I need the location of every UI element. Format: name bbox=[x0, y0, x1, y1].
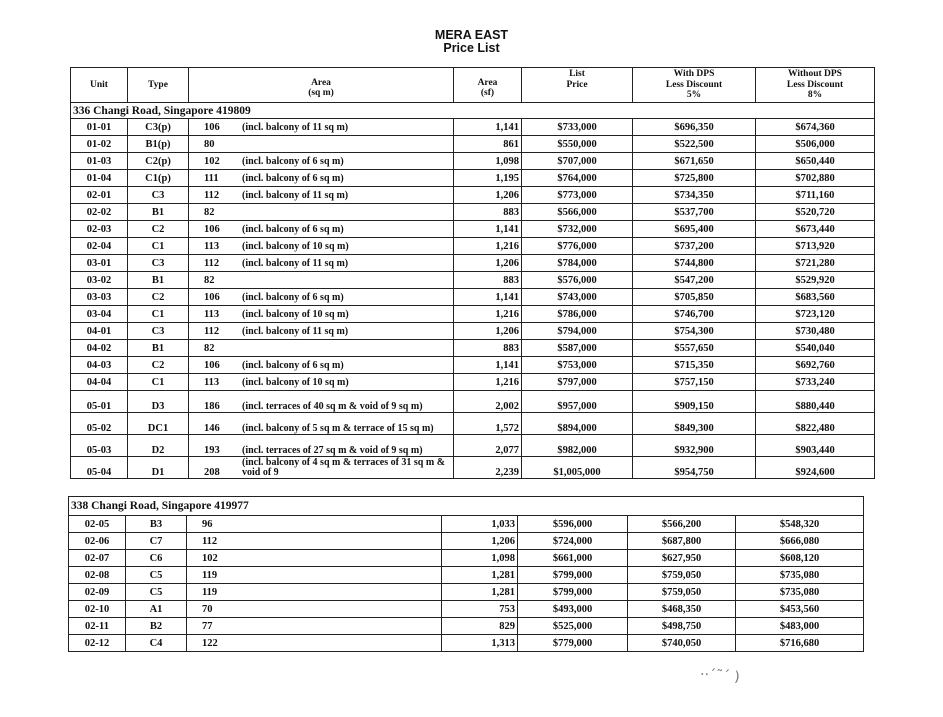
unit-cell: 04-03 bbox=[71, 357, 128, 374]
area-sqm-value: 193 bbox=[204, 445, 220, 456]
with-dps-price-cell: $909,150 bbox=[633, 391, 756, 413]
unit-cell: 02-10 bbox=[69, 601, 126, 618]
section-address: 336 Changi Road, Singapore 419809 bbox=[71, 103, 875, 119]
unit-cell: 02-07 bbox=[69, 550, 126, 567]
area-sf-cell: 1,206 bbox=[442, 533, 518, 550]
area-sqm-cell bbox=[187, 533, 442, 550]
type-cell: D2 bbox=[128, 435, 189, 457]
unit-cell: 02-02 bbox=[71, 204, 128, 221]
area-description: (incl. balcony of 4 sq m & terraces of 31 sq m & void of 9 bbox=[242, 457, 446, 478]
with-dps-price-cell: $687,800 bbox=[628, 533, 736, 550]
unit-cell: 04-02 bbox=[71, 340, 128, 357]
header-with-dps-line3: 5% bbox=[686, 90, 702, 101]
unit-cell: 02-06 bbox=[69, 533, 126, 550]
list-price-cell: $493,000 bbox=[518, 601, 628, 618]
area-sf-cell: 1,216 bbox=[454, 306, 522, 323]
area-sf-cell: 1,206 bbox=[454, 255, 522, 272]
area-sqm-cell bbox=[189, 119, 454, 136]
type-cell: B1 bbox=[128, 340, 189, 357]
table-header-row bbox=[71, 68, 875, 103]
unit-cell: 01-02 bbox=[71, 136, 128, 153]
with-dps-price-cell: $695,400 bbox=[633, 221, 756, 238]
unit-cell: 01-04 bbox=[71, 170, 128, 187]
list-price-cell: $794,000 bbox=[522, 323, 633, 340]
area-sqm-value: 112 bbox=[204, 257, 220, 269]
unit-cell: 02-08 bbox=[69, 567, 126, 584]
area-sqm-value: 82 bbox=[204, 274, 215, 286]
unit-cell: 02-11 bbox=[69, 618, 126, 635]
area-sqm-value: 119 bbox=[202, 569, 218, 581]
type-cell: C1 bbox=[128, 306, 189, 323]
header-list-price bbox=[522, 68, 633, 103]
area-sqm-value: 82 bbox=[204, 342, 215, 354]
area-sqm-value: 106 bbox=[204, 359, 220, 371]
without-dps-price-cell: $608,120 bbox=[736, 550, 864, 567]
without-dps-price-cell: $880,440 bbox=[756, 391, 875, 413]
with-dps-price-cell: $705,850 bbox=[633, 289, 756, 306]
area-sqm-cell bbox=[189, 187, 454, 204]
without-dps-price-cell: $650,440 bbox=[756, 153, 875, 170]
table-row bbox=[69, 635, 864, 652]
list-price-cell: $525,000 bbox=[518, 618, 628, 635]
area-sqm-value: 102 bbox=[204, 155, 220, 167]
type-cell: B3 bbox=[126, 516, 187, 533]
with-dps-price-cell: $498,750 bbox=[628, 618, 736, 635]
unit-cell: 04-01 bbox=[71, 323, 128, 340]
type-cell: DC1 bbox=[128, 413, 189, 435]
area-sqm-cell bbox=[189, 289, 454, 306]
type-cell: C4 bbox=[126, 635, 187, 652]
area-sf-cell: 1,216 bbox=[454, 238, 522, 255]
table-row bbox=[71, 374, 875, 391]
area-sqm-value: 113 bbox=[204, 308, 220, 320]
price-table-336 bbox=[70, 67, 875, 479]
section-address-row bbox=[71, 103, 875, 119]
without-dps-price-cell: $673,440 bbox=[756, 221, 875, 238]
without-dps-price-cell: $666,080 bbox=[736, 533, 864, 550]
list-price-cell: $799,000 bbox=[518, 567, 628, 584]
section-address-row bbox=[69, 497, 864, 516]
table-row bbox=[71, 170, 875, 187]
area-sqm-cell bbox=[189, 221, 454, 238]
area-sqm-value: 96 bbox=[202, 518, 213, 530]
unit-cell: 03-01 bbox=[71, 255, 128, 272]
area-sqm-cell bbox=[189, 306, 454, 323]
area-sqm-cell bbox=[189, 413, 454, 435]
with-dps-price-cell: $740,050 bbox=[628, 635, 736, 652]
area-sqm-cell bbox=[187, 516, 442, 533]
area-sqm-cell bbox=[189, 204, 454, 221]
header-area-sqm-unit: (sq m) bbox=[308, 88, 334, 98]
area-sqm-value: 113 bbox=[204, 240, 220, 252]
area-sf-cell: 1,098 bbox=[454, 153, 522, 170]
unit-cell: 04-04 bbox=[71, 374, 128, 391]
with-dps-price-cell: $468,350 bbox=[628, 601, 736, 618]
area-sqm-cell bbox=[189, 153, 454, 170]
header-type-label: Type bbox=[148, 79, 168, 90]
area-sqm-value: 208 bbox=[204, 467, 220, 478]
type-cell: D3 bbox=[128, 391, 189, 413]
type-cell: B1 bbox=[128, 272, 189, 289]
unit-cell: 03-02 bbox=[71, 272, 128, 289]
area-description: (incl. balcony of 10 sq m) bbox=[242, 240, 349, 252]
area-sf-cell: 1,033 bbox=[442, 516, 518, 533]
without-dps-price-cell: $453,560 bbox=[736, 601, 864, 618]
table-row bbox=[69, 550, 864, 567]
table-row bbox=[71, 255, 875, 272]
area-sf-cell: 883 bbox=[454, 204, 522, 221]
with-dps-price-cell: $725,800 bbox=[633, 170, 756, 187]
unit-cell: 05-01 bbox=[71, 391, 128, 413]
area-sf-cell: 1,313 bbox=[442, 635, 518, 652]
table-row bbox=[69, 618, 864, 635]
with-dps-price-cell: $522,500 bbox=[633, 136, 756, 153]
area-description: (incl. balcony of 6 sq m) bbox=[242, 223, 344, 235]
list-price-cell: $743,000 bbox=[522, 289, 633, 306]
area-sf-cell: 1,195 bbox=[454, 170, 522, 187]
area-sf-cell: 829 bbox=[442, 618, 518, 635]
table-row bbox=[69, 584, 864, 601]
type-cell: C3(p) bbox=[128, 119, 189, 136]
type-cell: C3 bbox=[128, 255, 189, 272]
area-sqm-cell bbox=[189, 255, 454, 272]
area-sqm-cell bbox=[187, 584, 442, 601]
without-dps-price-cell: $903,440 bbox=[756, 435, 875, 457]
type-cell: C5 bbox=[126, 584, 187, 601]
header-unit bbox=[71, 68, 128, 103]
type-cell: C1 bbox=[128, 374, 189, 391]
area-sqm-value: 82 bbox=[204, 206, 215, 218]
without-dps-price-cell: $733,240 bbox=[756, 374, 875, 391]
table-row bbox=[71, 153, 875, 170]
header-area-sqm-label: Area bbox=[311, 77, 331, 88]
with-dps-price-cell: $566,200 bbox=[628, 516, 736, 533]
with-dps-price-cell: $759,050 bbox=[628, 584, 736, 601]
area-sqm-value: 111 bbox=[204, 172, 219, 184]
table-row bbox=[69, 516, 864, 533]
area-sf-cell: 1,281 bbox=[442, 584, 518, 601]
table-row bbox=[71, 391, 875, 413]
area-sqm-cell bbox=[189, 374, 454, 391]
area-sf-cell: 2,002 bbox=[454, 391, 522, 413]
with-dps-price-cell: $744,800 bbox=[633, 255, 756, 272]
header-with-dps-line2: Less Discount bbox=[665, 79, 723, 90]
table-row bbox=[71, 357, 875, 374]
list-price-cell: $773,000 bbox=[522, 187, 633, 204]
area-sf-cell: 1,141 bbox=[454, 119, 522, 136]
list-price-cell: $779,000 bbox=[518, 635, 628, 652]
header-with-dps-line1: With DPS bbox=[673, 69, 715, 80]
area-sf-cell: 883 bbox=[454, 340, 522, 357]
unit-cell: 05-03 bbox=[71, 435, 128, 457]
area-description: (incl. terraces of 27 sq m & void of 9 sq m) bbox=[242, 445, 423, 456]
area-sqm-cell bbox=[189, 323, 454, 340]
header-area-sf-unit: (sf) bbox=[480, 88, 495, 98]
type-cell: B1(p) bbox=[128, 136, 189, 153]
without-dps-price-cell: $735,080 bbox=[736, 584, 864, 601]
table-row bbox=[71, 204, 875, 221]
header-unit-label: Unit bbox=[90, 79, 108, 90]
table-row bbox=[69, 567, 864, 584]
unit-cell: 01-01 bbox=[71, 119, 128, 136]
area-description: (incl. balcony of 6 sq m) bbox=[242, 359, 344, 371]
without-dps-price-cell: $721,280 bbox=[756, 255, 875, 272]
area-sqm-cell bbox=[187, 618, 442, 635]
unit-cell: 02-03 bbox=[71, 221, 128, 238]
area-sf-cell: 1,216 bbox=[454, 374, 522, 391]
list-price-cell: $550,000 bbox=[522, 136, 633, 153]
with-dps-price-cell: $557,650 bbox=[633, 340, 756, 357]
area-sqm-cell bbox=[189, 170, 454, 187]
with-dps-price-cell: $849,300 bbox=[633, 413, 756, 435]
unit-cell: 03-03 bbox=[71, 289, 128, 306]
area-sqm-value: 106 bbox=[204, 223, 220, 235]
type-cell: C7 bbox=[126, 533, 187, 550]
list-price-cell: $797,000 bbox=[522, 374, 633, 391]
header-without-dps-line3: 8% bbox=[807, 90, 823, 101]
list-price-cell: $1,005,000 bbox=[522, 457, 633, 479]
area-sqm-value: 106 bbox=[204, 121, 220, 133]
without-dps-price-cell: $713,920 bbox=[756, 238, 875, 255]
table-row bbox=[69, 533, 864, 550]
without-dps-price-cell: $540,040 bbox=[756, 340, 875, 357]
area-description: (incl. balcony of 6 sq m) bbox=[242, 172, 344, 184]
without-dps-price-cell: $924,600 bbox=[756, 457, 875, 479]
header-type bbox=[128, 68, 189, 103]
area-description: (incl. balcony of 6 sq m) bbox=[242, 291, 344, 303]
without-dps-price-cell: $529,920 bbox=[756, 272, 875, 289]
list-price-cell: $566,000 bbox=[522, 204, 633, 221]
area-sf-cell: 1,141 bbox=[454, 221, 522, 238]
area-sqm-cell bbox=[189, 435, 454, 457]
area-sf-cell: 1,206 bbox=[454, 323, 522, 340]
type-cell: C2(p) bbox=[128, 153, 189, 170]
table-row bbox=[71, 289, 875, 306]
area-sqm-value: 146 bbox=[204, 423, 220, 434]
area-sf-cell: 1,141 bbox=[454, 357, 522, 374]
table-row bbox=[71, 272, 875, 289]
with-dps-price-cell: $746,700 bbox=[633, 306, 756, 323]
type-cell: C1(p) bbox=[128, 170, 189, 187]
area-sqm-value: 112 bbox=[202, 535, 218, 547]
area-sqm-cell bbox=[189, 238, 454, 255]
without-dps-price-cell: $683,560 bbox=[756, 289, 875, 306]
table-row bbox=[71, 238, 875, 255]
header-without-dps-line1: Without DPS bbox=[788, 69, 842, 80]
list-price-cell: $776,000 bbox=[522, 238, 633, 255]
area-sf-cell: 2,077 bbox=[454, 435, 522, 457]
without-dps-price-cell: $548,320 bbox=[736, 516, 864, 533]
list-price-cell: $724,000 bbox=[518, 533, 628, 550]
list-price-cell: $596,000 bbox=[518, 516, 628, 533]
area-sf-cell: 1,141 bbox=[454, 289, 522, 306]
area-description: (incl. balcony of 10 sq m) bbox=[242, 376, 349, 388]
area-sqm-value: 77 bbox=[202, 620, 213, 632]
section-address: 338 Changi Road, Singapore 419977 bbox=[69, 497, 864, 516]
unit-cell: 02-09 bbox=[69, 584, 126, 601]
with-dps-price-cell: $757,150 bbox=[633, 374, 756, 391]
with-dps-price-cell: $954,750 bbox=[633, 457, 756, 479]
table-row bbox=[71, 306, 875, 323]
without-dps-price-cell: $520,720 bbox=[756, 204, 875, 221]
unit-cell: 02-05 bbox=[69, 516, 126, 533]
area-sf-cell: 883 bbox=[454, 272, 522, 289]
list-price-cell: $576,000 bbox=[522, 272, 633, 289]
area-sqm-cell bbox=[189, 136, 454, 153]
type-cell: C6 bbox=[126, 550, 187, 567]
list-price-cell: $799,000 bbox=[518, 584, 628, 601]
header-area-sf bbox=[454, 68, 522, 103]
area-sqm-cell bbox=[189, 340, 454, 357]
list-price-cell: $957,000 bbox=[522, 391, 633, 413]
document-title: MERA EAST bbox=[434, 28, 509, 42]
area-sf-cell: 2,239 bbox=[454, 457, 522, 479]
area-sqm-value: 186 bbox=[204, 401, 220, 412]
without-dps-price-cell: $730,480 bbox=[756, 323, 875, 340]
without-dps-price-cell: $716,680 bbox=[736, 635, 864, 652]
type-cell: C5 bbox=[126, 567, 187, 584]
with-dps-price-cell: $547,200 bbox=[633, 272, 756, 289]
without-dps-price-cell: $692,760 bbox=[756, 357, 875, 374]
area-description: (incl. balcony of 11 sq m) bbox=[242, 189, 349, 201]
list-price-cell: $982,000 bbox=[522, 435, 633, 457]
table-row bbox=[71, 323, 875, 340]
with-dps-price-cell: $759,050 bbox=[628, 567, 736, 584]
area-description: (incl. balcony of 11 sq m) bbox=[242, 257, 349, 269]
area-sqm-cell bbox=[187, 635, 442, 652]
area-sf-cell: 1,281 bbox=[442, 567, 518, 584]
with-dps-price-cell: $627,950 bbox=[628, 550, 736, 567]
area-description: (incl. balcony of 6 sq m) bbox=[242, 155, 344, 167]
table-row bbox=[71, 187, 875, 204]
area-sqm-cell bbox=[189, 357, 454, 374]
unit-cell: 01-03 bbox=[71, 153, 128, 170]
area-description: (incl. balcony of 5 sq m & terrace of 15 sq m) bbox=[242, 423, 434, 434]
table-row bbox=[71, 119, 875, 136]
list-price-cell: $753,000 bbox=[522, 357, 633, 374]
table-row bbox=[69, 601, 864, 618]
area-sqm-cell bbox=[187, 567, 442, 584]
area-description: (incl. balcony of 11 sq m) bbox=[242, 325, 349, 337]
header-area-sf-label: Area bbox=[477, 77, 498, 88]
area-description: (incl. balcony of 10 sq m) bbox=[242, 308, 349, 320]
type-cell: C3 bbox=[128, 323, 189, 340]
without-dps-price-cell: $735,080 bbox=[736, 567, 864, 584]
type-cell: A1 bbox=[126, 601, 187, 618]
without-dps-price-cell: $674,360 bbox=[756, 119, 875, 136]
handwritten-mark: ··ˊ˜ˊ ) bbox=[699, 666, 741, 686]
table-row bbox=[71, 457, 875, 479]
list-price-cell: $894,000 bbox=[522, 413, 633, 435]
list-price-cell: $661,000 bbox=[518, 550, 628, 567]
area-sqm-cell bbox=[187, 550, 442, 567]
type-cell: C3 bbox=[128, 187, 189, 204]
area-sqm-value: 102 bbox=[202, 552, 218, 564]
document-subtitle: Price List bbox=[443, 41, 500, 55]
area-sf-cell: 861 bbox=[454, 136, 522, 153]
table-row bbox=[71, 221, 875, 238]
unit-cell: 02-01 bbox=[71, 187, 128, 204]
area-description: (incl. terraces of 40 sq m & void of 9 sq m) bbox=[242, 401, 423, 412]
list-price-cell: $786,000 bbox=[522, 306, 633, 323]
area-sqm-value: 122 bbox=[202, 637, 218, 649]
with-dps-price-cell: $734,350 bbox=[633, 187, 756, 204]
without-dps-price-cell: $506,000 bbox=[756, 136, 875, 153]
list-price-cell: $707,000 bbox=[522, 153, 633, 170]
area-sf-cell: 1,206 bbox=[454, 187, 522, 204]
list-price-cell: $587,000 bbox=[522, 340, 633, 357]
area-sqm-cell bbox=[189, 391, 454, 413]
header-with-dps bbox=[633, 68, 756, 103]
unit-cell: 05-04 bbox=[71, 457, 128, 479]
area-sqm-value: 80 bbox=[204, 138, 215, 150]
without-dps-price-cell: $702,880 bbox=[756, 170, 875, 187]
type-cell: C1 bbox=[128, 238, 189, 255]
list-price-cell: $784,000 bbox=[522, 255, 633, 272]
list-price-cell: $733,000 bbox=[522, 119, 633, 136]
without-dps-price-cell: $711,160 bbox=[756, 187, 875, 204]
list-price-cell: $732,000 bbox=[522, 221, 633, 238]
list-price-cell: $764,000 bbox=[522, 170, 633, 187]
unit-cell: 05-02 bbox=[71, 413, 128, 435]
with-dps-price-cell: $715,350 bbox=[633, 357, 756, 374]
area-sqm-value: 112 bbox=[204, 325, 220, 337]
area-sqm-cell bbox=[189, 457, 454, 479]
area-sqm-value: 119 bbox=[202, 586, 218, 598]
price-table-338 bbox=[68, 496, 864, 652]
type-cell: C2 bbox=[128, 221, 189, 238]
unit-cell: 02-12 bbox=[69, 635, 126, 652]
with-dps-price-cell: $737,200 bbox=[633, 238, 756, 255]
with-dps-price-cell: $696,350 bbox=[633, 119, 756, 136]
without-dps-price-cell: $723,120 bbox=[756, 306, 875, 323]
area-sqm-cell bbox=[187, 601, 442, 618]
with-dps-price-cell: $537,700 bbox=[633, 204, 756, 221]
type-cell: B2 bbox=[126, 618, 187, 635]
area-sqm-value: 113 bbox=[204, 376, 220, 388]
without-dps-price-cell: $483,000 bbox=[736, 618, 864, 635]
area-sqm-value: 106 bbox=[204, 291, 220, 303]
with-dps-price-cell: $671,650 bbox=[633, 153, 756, 170]
table-row bbox=[71, 136, 875, 153]
type-cell: C2 bbox=[128, 289, 189, 306]
table-row bbox=[71, 340, 875, 357]
area-sf-cell: 753 bbox=[442, 601, 518, 618]
area-sf-cell: 1,098 bbox=[442, 550, 518, 567]
header-list-price-line1: List bbox=[569, 69, 585, 79]
unit-cell: 03-04 bbox=[71, 306, 128, 323]
unit-cell: 02-04 bbox=[71, 238, 128, 255]
header-without-dps-line2: Less Discount bbox=[786, 79, 844, 90]
area-sqm-value: 112 bbox=[204, 189, 220, 201]
with-dps-price-cell: $754,300 bbox=[633, 323, 756, 340]
header-list-price-line2: Price bbox=[566, 79, 588, 90]
area-sf-cell: 1,572 bbox=[454, 413, 522, 435]
area-description: (incl. balcony of 11 sq m) bbox=[242, 121, 349, 133]
type-cell: D1 bbox=[128, 457, 189, 479]
header-without-dps bbox=[756, 68, 875, 103]
table-row bbox=[71, 435, 875, 457]
type-cell: B1 bbox=[128, 204, 189, 221]
area-sqm-value: 70 bbox=[202, 603, 213, 615]
type-cell: C2 bbox=[128, 357, 189, 374]
header-area-sqm bbox=[189, 68, 454, 103]
table-row bbox=[71, 413, 875, 435]
without-dps-price-cell: $822,480 bbox=[756, 413, 875, 435]
with-dps-price-cell: $932,900 bbox=[633, 435, 756, 457]
area-sqm-cell bbox=[189, 272, 454, 289]
